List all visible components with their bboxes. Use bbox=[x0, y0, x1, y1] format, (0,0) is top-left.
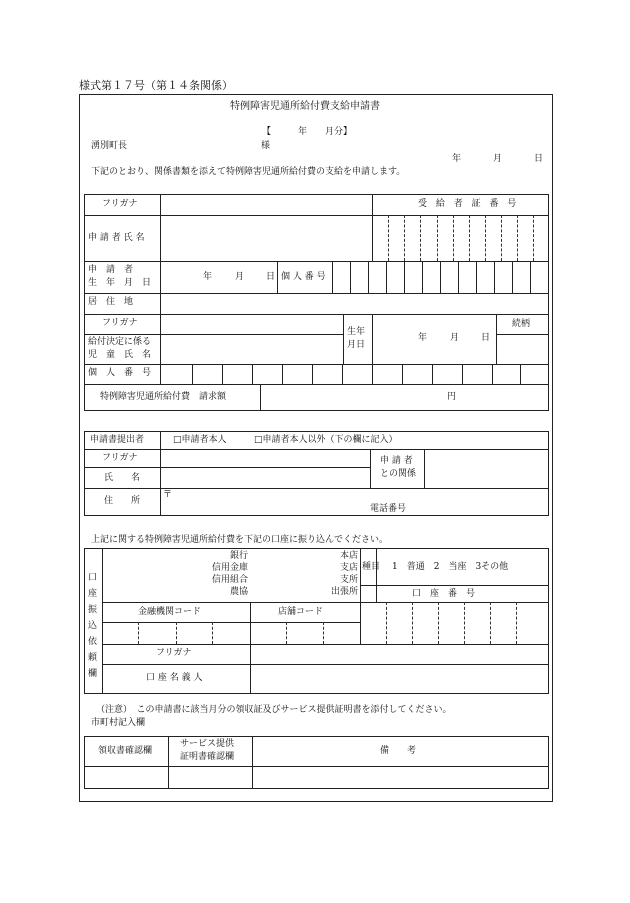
date-month: 月 bbox=[493, 154, 503, 164]
child-birth-label-2: 月日 bbox=[347, 340, 366, 350]
bank-intro: 上記に関する特例障害児通所給付費を下記の口座に振り込んでください。 bbox=[91, 535, 389, 545]
date-year: 年 bbox=[452, 154, 462, 164]
claim-unit: 円 bbox=[447, 392, 457, 402]
submitter-option-other[interactable]: □申請者本人以外（下の欄に記入） bbox=[254, 435, 398, 445]
submitter-furigana-label: フリガナ bbox=[102, 453, 138, 463]
bank-furigana-label: フリガナ bbox=[156, 648, 192, 658]
claim-label: 特例障害児通所給付費 請求額 bbox=[100, 392, 227, 402]
account-type-label: 種目 bbox=[362, 562, 381, 572]
applicant-table bbox=[84, 194, 549, 411]
submitter-label: 申請書提出者 bbox=[90, 435, 145, 445]
receipt-check-label: 領収書確認欄 bbox=[98, 746, 153, 756]
form-title: 特例障害児通所給付費支給申請書 bbox=[230, 101, 380, 112]
intro-statement: 下記のとおり、関係書類を添えて特例障害児通所給付費の支給を申請します。 bbox=[91, 167, 406, 177]
postal-mark: 〒 bbox=[163, 490, 173, 500]
applicant-birth-label-1: 申 請 者 bbox=[88, 265, 134, 275]
branch-type-branch: 支店 bbox=[339, 563, 358, 573]
account-type-options[interactable]: 1 普通 2 当座 3その他 bbox=[392, 562, 509, 572]
bank-side-label-1: 口 bbox=[88, 573, 98, 583]
bank-side-label-4: 込 bbox=[88, 621, 98, 631]
office-table bbox=[84, 736, 549, 789]
bank-side-label-7: 欄 bbox=[88, 669, 98, 679]
institution-type-nokyo: 農協 bbox=[229, 587, 248, 597]
branch-code-label: 店舗コード bbox=[278, 607, 324, 617]
submitter-relation-label-2: との関係 bbox=[380, 469, 417, 479]
child-name-label-1: 給付決定に係る bbox=[88, 337, 152, 347]
child-relationship-label: 続柄 bbox=[512, 319, 531, 329]
submitter-option-self[interactable]: □申請者本人 bbox=[173, 435, 227, 445]
bank-side-label-2: 座 bbox=[88, 589, 98, 599]
office-label: 市町村記入欄 bbox=[91, 718, 146, 728]
branch-type-main: 本店 bbox=[339, 551, 358, 561]
account-number-label: 口 座 番 号 bbox=[412, 589, 476, 599]
applicant-birth-day: 日 bbox=[266, 272, 276, 282]
child-birth-label-1: 生年 bbox=[347, 327, 366, 337]
applicant-personal-number-label: 個 人 番 号 bbox=[281, 272, 326, 282]
applicant-name-label: 申 請 者 氏 名 bbox=[88, 233, 145, 243]
applicant-birth-label-2: 生 年 月 日 bbox=[88, 278, 152, 288]
branch-type-sub: 出張所 bbox=[330, 587, 358, 597]
service-check-label-2: 証明書確認欄 bbox=[180, 752, 235, 762]
applicant-furigana-label: フリガナ bbox=[102, 199, 138, 209]
service-check-label-1: サービス提供 bbox=[180, 739, 235, 749]
child-name-label-2: 児 童 氏 名 bbox=[88, 350, 152, 360]
applicant-birth-month: 月 bbox=[235, 272, 245, 282]
remarks-label: 備 考 bbox=[380, 746, 417, 756]
institution-type-shinkin: 信用金庫 bbox=[211, 563, 248, 573]
honorific: 様 bbox=[261, 141, 271, 151]
date-day: 日 bbox=[534, 154, 544, 164]
bank-side-label-5: 依 bbox=[88, 637, 98, 647]
phone-label: 電話番号 bbox=[370, 504, 407, 514]
child-birth-year: 年 bbox=[418, 333, 428, 343]
child-furigana-label: フリガナ bbox=[102, 318, 138, 328]
bank-code-label: 金融機関コード bbox=[138, 607, 202, 617]
bank-side-label-6: 頼 bbox=[88, 653, 98, 663]
submitter-name-label: 氏 名 bbox=[104, 473, 141, 483]
institution-type-kumiai: 信用組合 bbox=[211, 575, 248, 585]
account-holder-label: 口 座 名 義 人 bbox=[146, 673, 203, 683]
addressee: 湧別町長 bbox=[91, 141, 128, 151]
institution-type-bank: 銀行 bbox=[229, 551, 248, 561]
submitter-address-label: 住 所 bbox=[104, 496, 141, 506]
child-birth-day: 日 bbox=[481, 333, 491, 343]
form-number: 様式第１７号（第１４条関係） bbox=[79, 79, 233, 92]
child-birth-month: 月 bbox=[450, 333, 460, 343]
notice: （注意） この申請書に該当月分の領収証及びサービス提供証明書を添付してください。 bbox=[96, 705, 452, 715]
recipient-number-label: 受 給 者 証 番 号 bbox=[418, 199, 520, 209]
applicant-birth-year: 年 bbox=[203, 272, 213, 282]
branch-type-office: 支所 bbox=[339, 575, 358, 585]
child-personal-number-label: 個 人 番 号 bbox=[88, 368, 152, 378]
period-field[interactable]: 【 年 月分】 bbox=[262, 127, 353, 137]
submitter-relation-label-1: 申 請 者 bbox=[380, 456, 413, 466]
applicant-address-label: 居 住 地 bbox=[88, 297, 134, 307]
bank-side-label-3: 振 bbox=[88, 605, 98, 615]
